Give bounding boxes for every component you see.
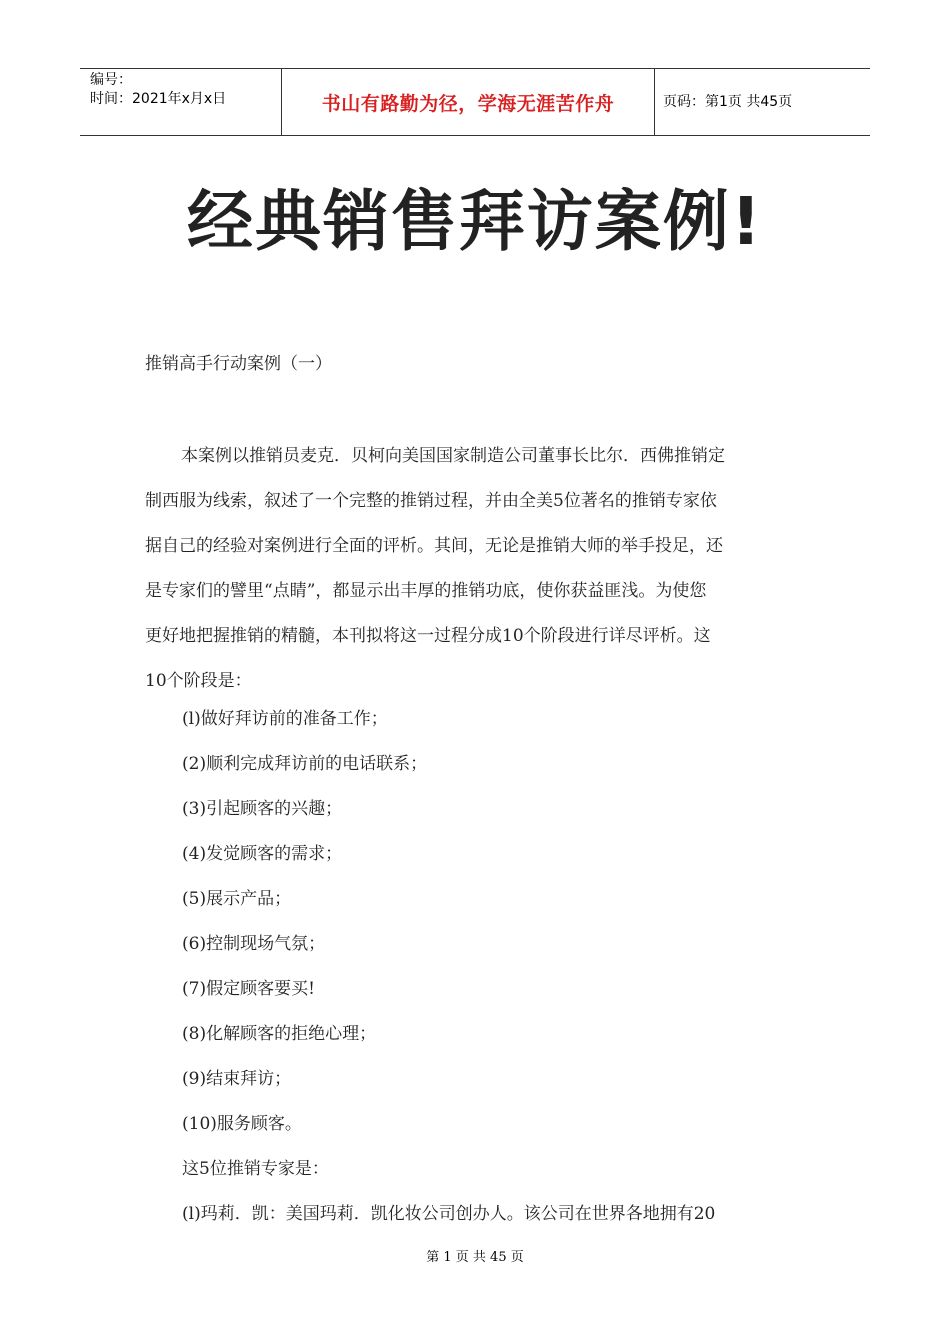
header-motto-cell xyxy=(281,69,655,135)
paragraph-line: 制西服为线索，叙述了一个完整的推销过程，并由全美5位著名的推销专家依 xyxy=(145,491,717,511)
intro-paragraph xyxy=(145,434,797,704)
list-item: (10)服务顾客。 xyxy=(182,1114,302,1134)
page-footer: 第 1 页 共 45 页 xyxy=(426,1250,524,1265)
time-label: 时间：2021年x月x日 xyxy=(90,91,227,107)
list-item: (4)发觉顾客的需求； xyxy=(182,844,343,864)
header-info-cell xyxy=(80,69,281,135)
list-item: (l)玛莉．凯：美国玛莉．凯化妆公司创办人。该公司在世界各地拥有20 xyxy=(182,1204,716,1224)
paragraph-line: 是专家们的譬里“点睛”，都显示出丰厚的推销功底，使你获益匪浅。为使您 xyxy=(145,581,707,601)
stage-list xyxy=(182,697,715,1237)
document-header xyxy=(80,68,870,136)
document-title: 经典销售拜访案例! xyxy=(186,183,764,260)
header-page-cell xyxy=(655,69,870,135)
paragraph-line: 本案例以推销员麦克．贝柯向美国国家制造公司董事长比尔．西佛推销定 xyxy=(181,446,725,466)
page-label: 页码：第1页 共45页 xyxy=(663,94,793,110)
list-item: (l)做好拜访前的准备工作； xyxy=(182,709,388,729)
number-label: 编号： xyxy=(90,72,132,88)
list-item: (7)假定顾客要买! xyxy=(182,979,315,999)
list-item: (8)化解顾客的拒绝心理； xyxy=(182,1024,377,1044)
list-item: (2)顺利完成拜访前的电话联系； xyxy=(182,754,428,774)
list-item: (3)引起顾客的兴趣； xyxy=(182,799,343,819)
paragraph-line: 据自己的经验对案例进行全面的评析。其间，无论是推销大师的举手投足，还 xyxy=(145,536,723,556)
paragraph-line: 10个阶段是： xyxy=(145,671,252,691)
list-item: 这5位推销专家是： xyxy=(182,1159,329,1179)
list-item: (6)控制现场气氛； xyxy=(182,934,326,954)
list-item: (5)展示产品； xyxy=(182,889,292,909)
motto-text: 书山有路勤为径，学海无涯苦作舟 xyxy=(321,92,615,115)
paragraph-line: 更好地把握推销的精髓，本刊拟将这一过程分成10个阶段进行详尽评析。这 xyxy=(145,626,711,646)
list-item: (9)结束拜访； xyxy=(182,1069,292,1089)
section-heading: 推销高手行动案例（一） xyxy=(145,354,332,374)
